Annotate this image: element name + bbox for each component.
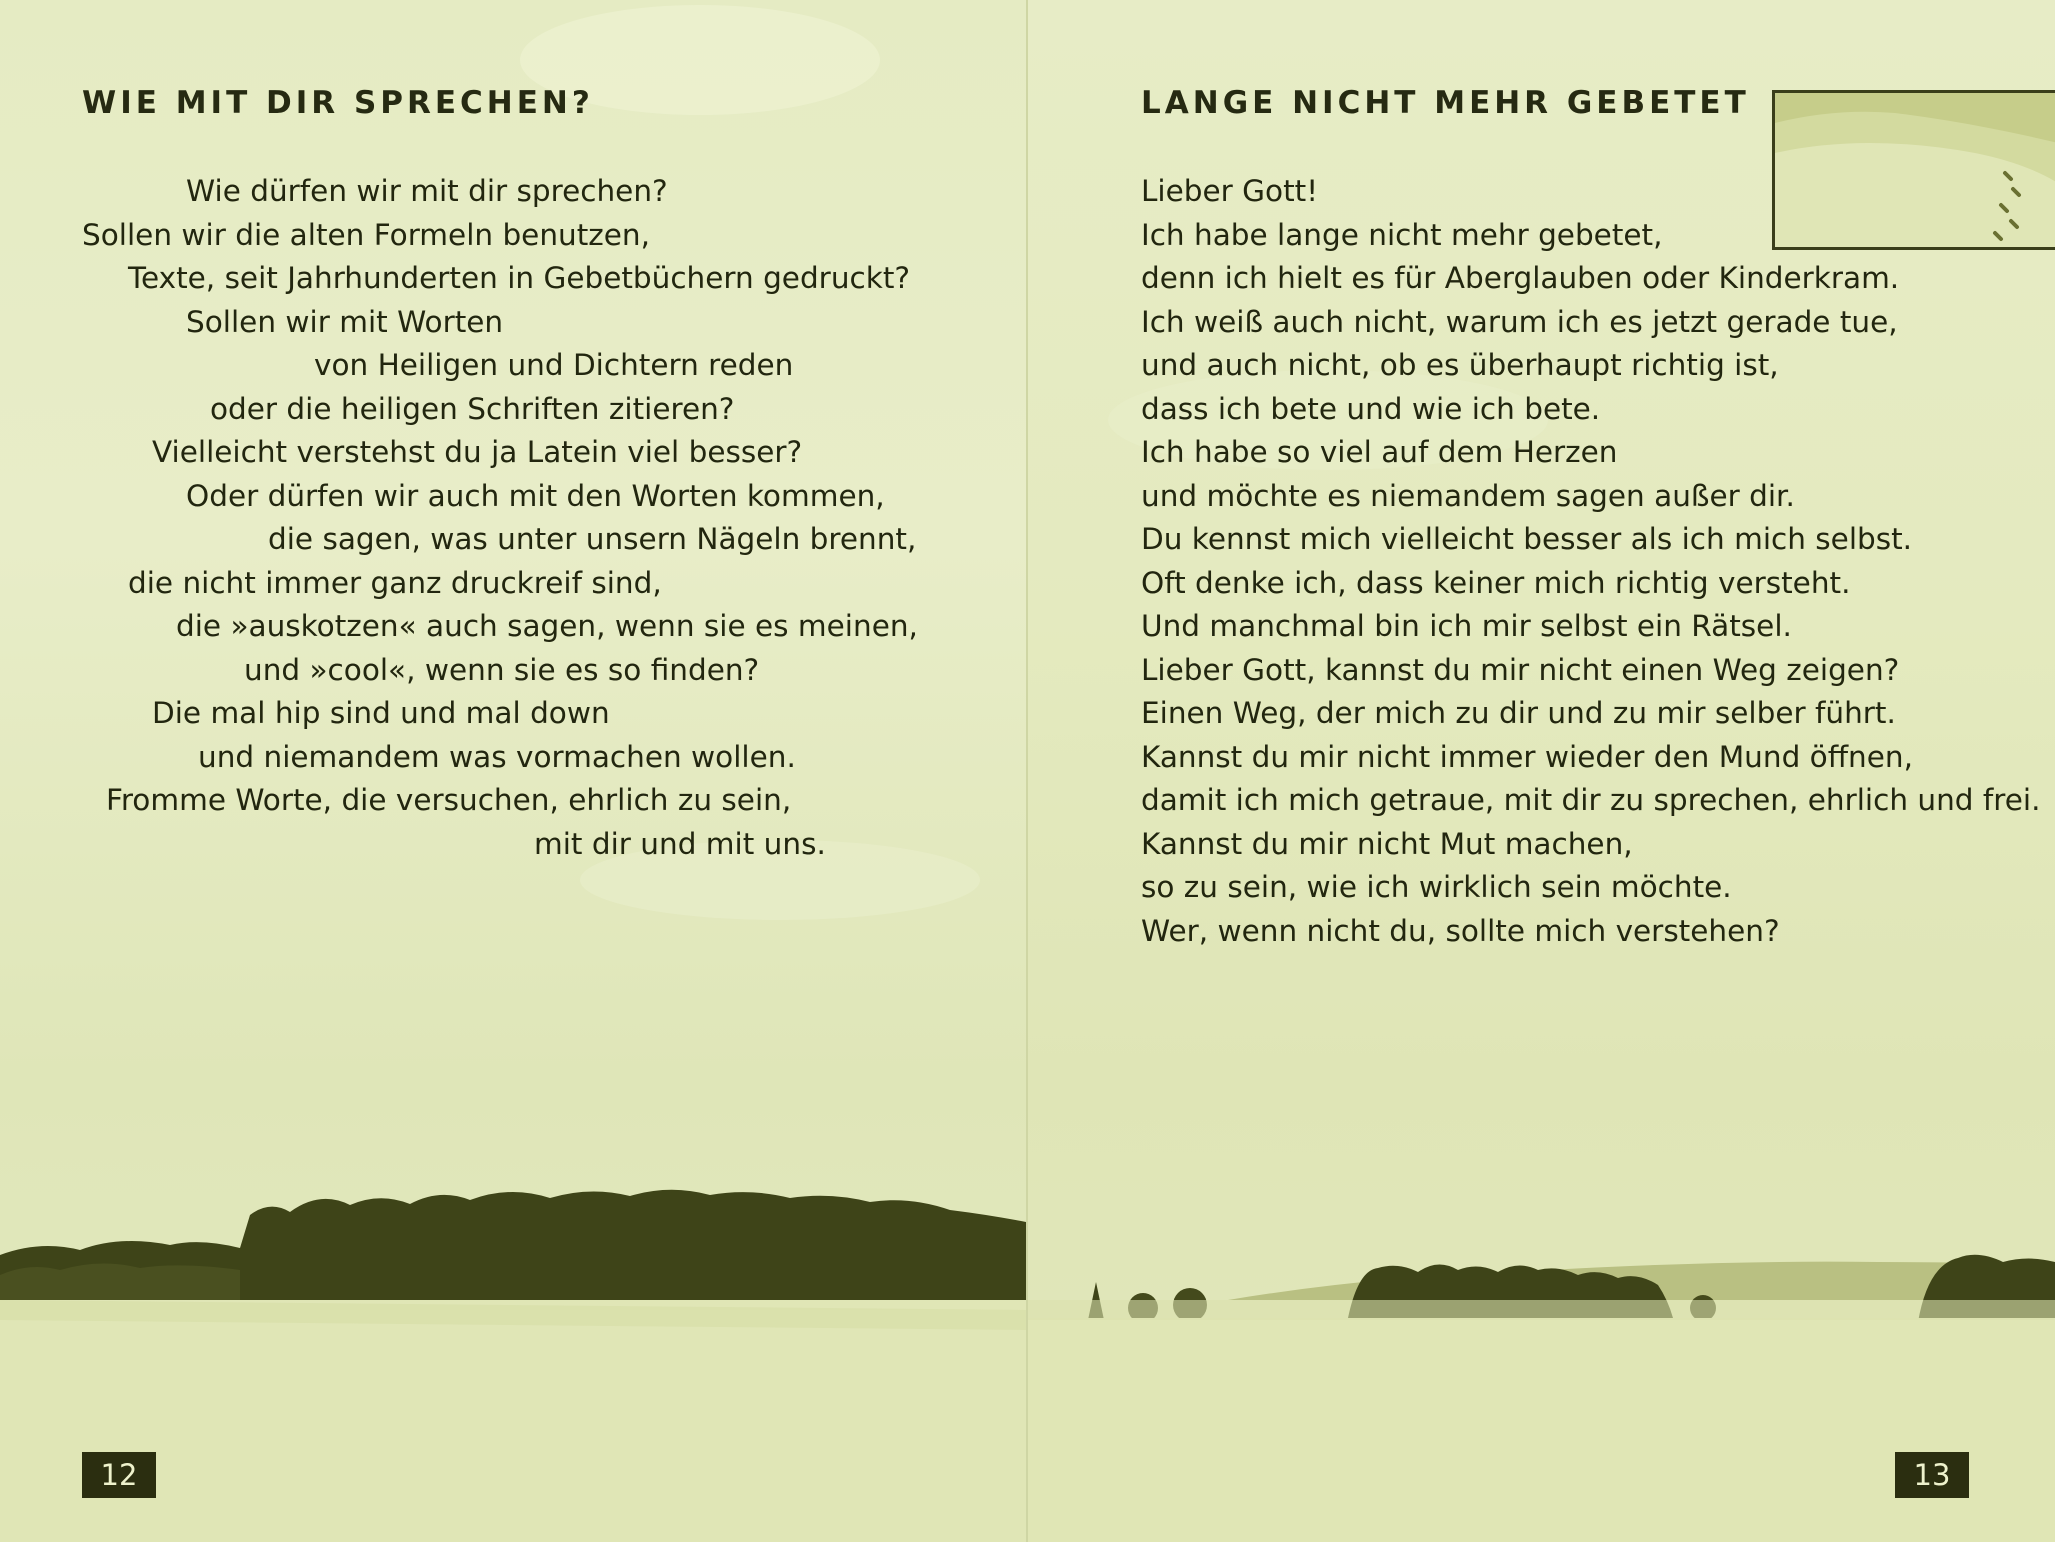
poem-line: damit ich mich getraue, mit dir zu sprechen, ehrlich und frei.	[1141, 783, 2041, 817]
poem-line: Sollen wir mit Worten	[186, 304, 504, 339]
poem-line: Und manchmal bin ich mir selbst ein Rätsel.	[1141, 609, 1792, 643]
poem-line: Oft denke ich, dass keiner mich richtig versteht.	[1141, 565, 1851, 600]
poem-line: dass ich bete und wie ich bete.	[1141, 391, 1601, 426]
poem-line: Oder dürfen wir auch mit den Worten kommen,	[186, 478, 885, 513]
poem-line: mit dir und mit uns.	[534, 826, 826, 861]
poem-line: Die mal hip sind und mal down	[152, 696, 610, 730]
inset-photo	[1772, 90, 2055, 250]
poem-line: von Heiligen und Dichtern reden	[314, 348, 794, 382]
poem-line: Kannst du mir nicht Mut machen,	[1141, 826, 1633, 861]
poem-text	[1141, 170, 2041, 953]
poem-text	[0, 170, 918, 866]
left-page	[0, 0, 1026, 1542]
poem-line: so zu sein, wie ich wirklich sein möchte.	[1141, 870, 1732, 904]
poem-line: Lieber Gott, kannst du mir nicht einen Weg zeigen?	[1141, 652, 1900, 687]
page-number: 12	[82, 1452, 156, 1498]
poem-line: Einen Weg, der mich zu dir und zu mir selber führt.	[1141, 696, 1896, 730]
page-number: 13	[1895, 1452, 1969, 1498]
snow-field-image	[1775, 93, 2055, 250]
poem-line: Vielleicht verstehst du ja Latein viel besser?	[152, 435, 803, 469]
poem-title: WIE MIT DIR SPRECHEN?	[82, 85, 594, 121]
poem-line: die »auskotzen« auch sagen, wenn sie es meinen,	[176, 609, 918, 643]
poem-title: LANGE NICHT MEHR GEBETET	[1141, 85, 1750, 121]
poem-line: Wie dürfen wir mit dir sprechen?	[186, 174, 668, 208]
poem-line: oder die heiligen Schriften zitieren?	[210, 391, 735, 426]
poem-line: Ich habe lange nicht mehr gebetet,	[1141, 217, 1663, 252]
poem-line: Wer, wenn nicht du, sollte mich verstehen?	[1141, 913, 1780, 948]
poem-line: Texte, seit Jahrhunderten in Gebetbüchern gedruckt?	[128, 261, 911, 295]
poem-line: Ich weiß auch nicht, warum ich es jetzt gerade tue,	[1141, 304, 1898, 339]
poem-line: Sollen wir die alten Formeln benutzen,	[82, 217, 651, 252]
poem-line: Fromme Worte, die versuchen, ehrlich zu sein,	[106, 783, 792, 817]
poem-line: Du kennst mich vielleicht besser als ich mich selbst.	[1141, 522, 1913, 556]
poem-line: und möchte es niemandem sagen außer dir.	[1141, 478, 1795, 513]
poem-line: und niemandem was vormachen wollen.	[198, 739, 796, 774]
poem-line: und »cool«, wenn sie es so finden?	[244, 652, 760, 687]
poem-line: denn ich hielt es für Aberglauben oder Kinderkram.	[1141, 261, 1900, 295]
poem-line: Ich habe so viel auf dem Herzen	[1141, 435, 1618, 469]
poem-line: Kannst du mir nicht immer wieder den Mund öffnen,	[1141, 739, 1913, 774]
poem-line: die sagen, was unter unsern Nägeln brennt,	[268, 522, 917, 556]
poem-line: und auch nicht, ob es überhaupt richtig ist,	[1141, 348, 1779, 382]
poem-line: die nicht immer ganz druckreif sind,	[128, 565, 662, 600]
poem-line: Lieber Gott!	[1141, 174, 1319, 208]
